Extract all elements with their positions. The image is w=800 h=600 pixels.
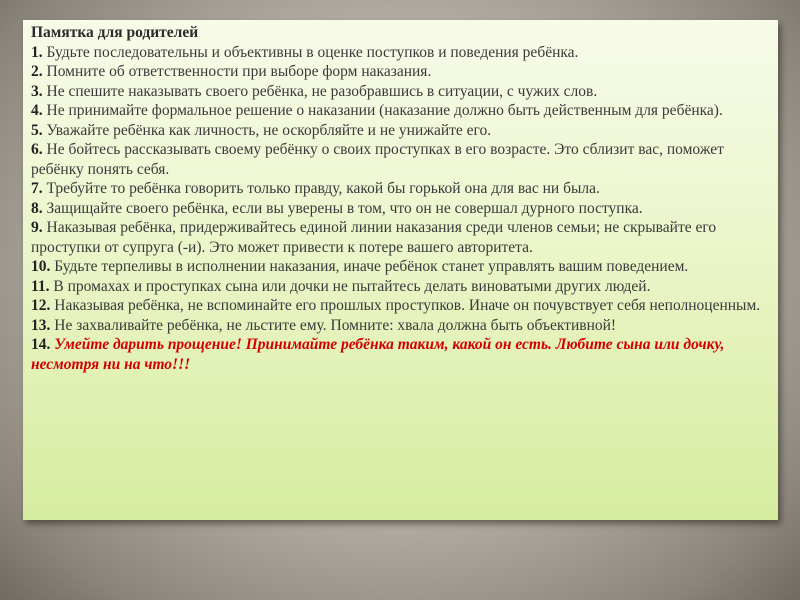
item-text: Не захваливайте ребёнка, не льстите ему. Помните: хвала должна быть объективной! [54,316,617,334]
memo-item-6 [31,140,770,179]
item-number: 2. [31,63,43,80]
item-number: 1. [31,43,43,61]
memo-item-12 [31,296,770,316]
memo-item-3 [31,82,770,102]
item-number: 10. [31,258,51,275]
memo-item-1 [31,43,770,63]
item-number: 11. [31,277,50,295]
item-text: Требуйте то ребёнка говорить только правду, какой бы горькой она для вас ни была. [46,180,600,197]
memo-item-10 [31,257,770,277]
item-text: Помните об ответственности при выборе форм наказания. [46,63,432,80]
memo-item-13 [31,316,770,336]
item-number: 14. [31,336,51,353]
item-number: 12. [31,297,51,314]
memo-title: Памятка для родителей [31,24,199,41]
item-text-highlight: Умейте дарить прощение! Принимайте ребёнка таким, какой он есть. Любите сына или дочку, несмотря ни на что!!! [31,336,725,373]
memo-item-8 [31,199,770,219]
memo-item-14 [31,335,770,374]
item-text: Не бойтесь рассказывать своему ребёнку о своих проступках в его возрасте. Это сблизит вас, поможет ребёнку понять себя. [31,141,724,178]
item-number: 13. [31,316,51,334]
item-text: Наказывая ребёнка, придерживайтесь единой линии наказания среди членов семьи; не скрывайте его проступки от супруга (-и). Это может привести к потере вашего авторитета. [31,219,717,256]
item-text: Уважайте ребёнка как личность, не оскорбляйте и не унижайте его. [46,121,492,139]
memo-item-9 [31,218,770,257]
memo-item-11 [31,277,770,297]
memo-item-5 [31,121,770,141]
item-text: Не принимайте формальное решение о наказании (наказание должно быть действенным для ребёнка). [46,102,723,119]
item-text: Будьте терпеливы в исполнении наказания, иначе ребёнок станет управлять вашим поведением. [54,258,689,275]
item-number: 7. [31,180,43,197]
item-number: 3. [31,82,43,100]
memo-panel [23,20,778,520]
item-number: 5. [31,121,43,139]
item-text: Наказывая ребёнка, не вспоминайте его прошлых проступков. Иначе он почувствует себя неполноценным. [54,297,761,314]
item-text: В промахах и проступках сына или дочки не пытайтесь делать виноватыми других людей. [53,277,651,295]
memo-item-2 [31,62,770,82]
item-number: 6. [31,141,43,158]
item-text: Не спешите наказывать своего ребёнка, не разобравшись в ситуации, с чужих слов. [46,82,598,100]
item-number: 4. [31,102,43,119]
item-number: 8. [31,199,43,217]
item-number: 9. [31,219,43,236]
item-text: Будьте последовательны и объективны в оценке поступков и поведения ребёнка. [46,43,579,61]
memo-item-7 [31,179,770,199]
memo-item-4 [31,101,770,121]
item-text: Защищайте своего ребёнка, если вы уверены в том, что он не совершал дурного поступка. [46,199,643,217]
